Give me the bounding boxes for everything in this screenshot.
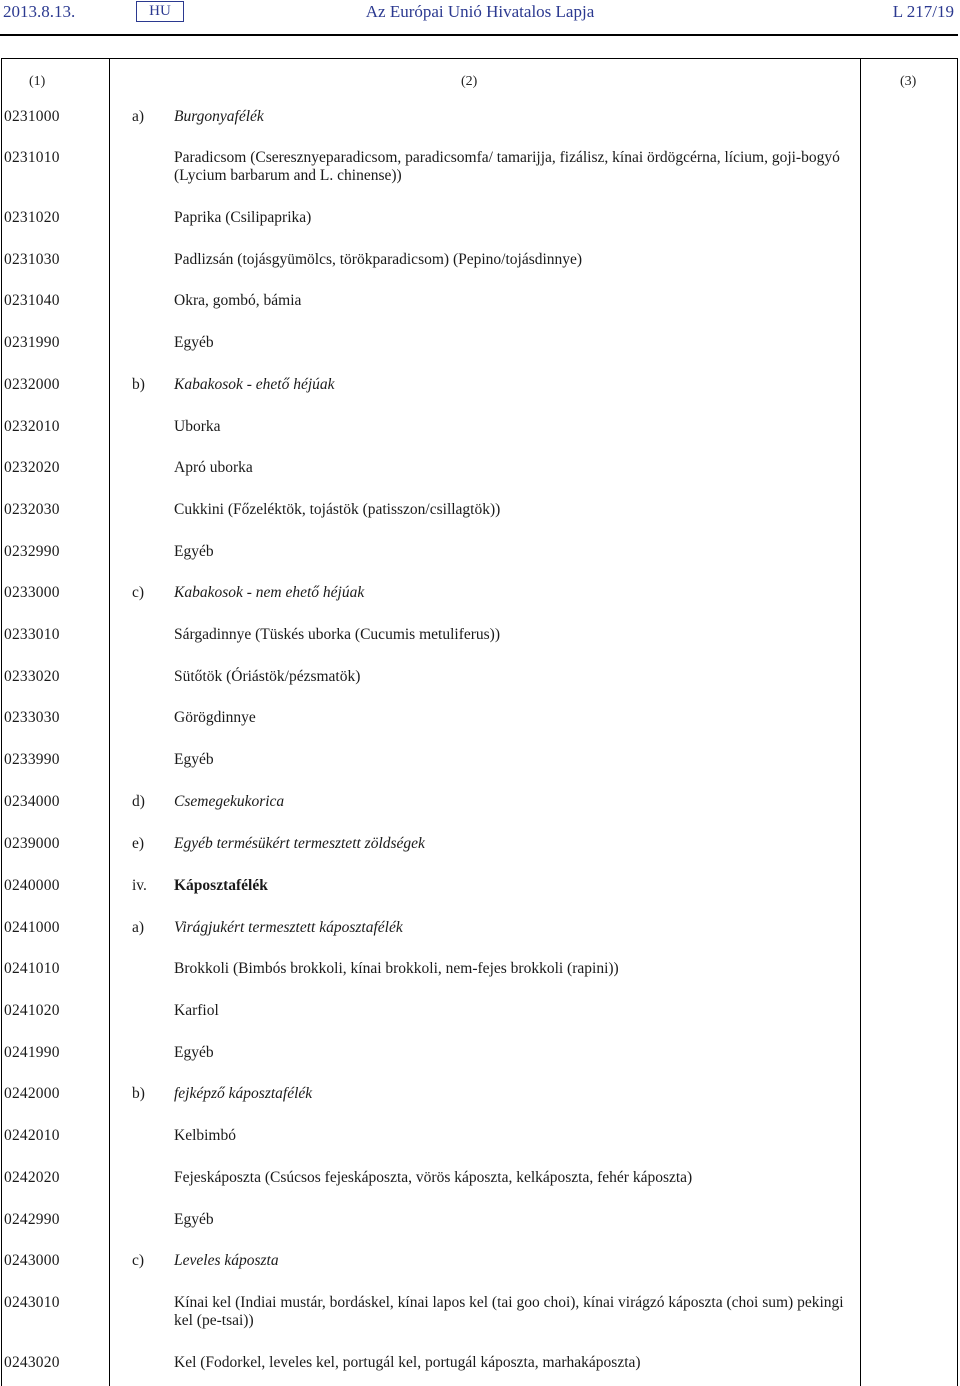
publication-date: 2013.8.13. [3, 2, 76, 21]
row-code: 0233990 [4, 751, 60, 768]
row-prefix: e) [132, 835, 145, 852]
column-header-1: (1) [29, 74, 46, 89]
row-description: Uborka [174, 418, 221, 435]
row-code: 0231040 [4, 292, 60, 309]
row-description: Leveles káposzta [174, 1252, 279, 1269]
row-code: 0233020 [4, 668, 60, 685]
row-description: Kel (Fodorkel, leveles kel, portugál kel, portugál káposzta, marhakáposzta) [174, 1354, 641, 1371]
row-description: Egyéb [174, 751, 214, 768]
row-description: Egyéb [174, 543, 214, 560]
row-description: Sütőtök (Óriástök/pézsmatök) [174, 668, 361, 685]
row-description: Paprika (Csilipaprika) [174, 209, 312, 226]
row-description: Kabakosok - ehető héjúak [174, 376, 335, 393]
row-description: Virágjukért termesztett káposztafélék [174, 919, 403, 936]
row-code: 0231030 [4, 251, 60, 268]
row-prefix: a) [132, 108, 145, 125]
row-prefix: c) [132, 1252, 145, 1269]
table-border-left [1, 58, 2, 1386]
row-code: 0231990 [4, 334, 60, 351]
row-code: 0231010 [4, 149, 60, 166]
row-description: Kabakosok - nem ehető héjúak [174, 584, 365, 601]
row-description: fejképző káposztafélék [174, 1085, 313, 1102]
row-code: 0242010 [4, 1127, 60, 1144]
row-code: 0232990 [4, 543, 60, 560]
row-code: 0241990 [4, 1044, 60, 1061]
table-border-right [957, 58, 958, 1386]
journal-title: Az Európai Unió Hivatalos Lapja [365, 2, 595, 21]
header-rule [0, 34, 958, 36]
page-number: L 217/19 [892, 2, 954, 21]
row-code: 0242000 [4, 1085, 60, 1102]
row-prefix: d) [132, 793, 145, 810]
table-top-border [1, 58, 958, 59]
row-description: Egyéb [174, 1044, 214, 1061]
row-description: Görögdinnye [174, 709, 256, 726]
row-code: 0243010 [4, 1294, 60, 1311]
row-description: Karfiol [174, 1002, 219, 1019]
row-description: Apró uborka [174, 459, 253, 476]
row-code: 0232020 [4, 459, 60, 476]
row-description: Sárgadinnye (Tüskés uborka (Cucumis metuliferus)) [174, 626, 500, 643]
row-description: Fejeskáposzta (Csúcsos fejeskáposzta, vörös káposzta, kelkáposzta, fehér káposzta) [174, 1169, 693, 1186]
row-code: 0239000 [4, 835, 60, 852]
row-code: 0242990 [4, 1211, 60, 1228]
row-prefix: iv. [132, 877, 147, 894]
column-header-2: (2) [461, 74, 478, 89]
column-header-3: (3) [900, 74, 917, 89]
row-code: 0233030 [4, 709, 60, 726]
row-code: 0241010 [4, 960, 60, 977]
row-description: Egyéb [174, 1211, 214, 1228]
row-prefix: b) [132, 1085, 145, 1102]
page-header [0, 0, 960, 26]
row-description: Csemegekukorica [174, 793, 285, 810]
row-description: Káposztafélék [174, 877, 268, 894]
row-code: 0231020 [4, 209, 60, 226]
table-border-col1 [109, 58, 110, 1386]
row-description: Paradicsom (Cseresznyeparadicsom, paradicsomfa/ tamarijja, fizálisz, kínai ördögcérna, lícium, goji-bogyó (Lycium barbarum and L. chinense)) [174, 149, 840, 184]
language-badge: HU [136, 1, 184, 22]
row-code: 0242020 [4, 1169, 60, 1186]
row-code: 0233010 [4, 626, 60, 643]
row-code: 0240000 [4, 877, 60, 894]
row-description: Burgonyafélék [174, 108, 264, 125]
row-code: 0241000 [4, 919, 60, 936]
table-border-col2 [860, 58, 861, 1386]
row-description: Padlizsán (tojásgyümölcs, törökparadicsom) (Pepino/tojásdinnye) [174, 251, 583, 268]
row-prefix: a) [132, 919, 145, 936]
row-code: 0234000 [4, 793, 60, 810]
row-description: Cukkini (Főzeléktök, tojástök (patisszon/csillagtök)) [174, 501, 501, 518]
row-description: Okra, gombó, bámia [174, 292, 302, 309]
row-code: 0243020 [4, 1354, 60, 1371]
row-code: 0231000 [4, 108, 60, 125]
row-code: 0232030 [4, 501, 60, 518]
row-description: Kínai kel (Indiai mustár, bordáskel, kínai lapos kel (tai goo choi), kínai virágzó káposzta (choi sum) pekingi kel (pe-tsai)) [174, 1294, 844, 1329]
row-code: 0241020 [4, 1002, 60, 1019]
row-prefix: c) [132, 584, 145, 601]
row-code: 0232000 [4, 376, 60, 393]
row-code: 0232010 [4, 418, 60, 435]
row-description: Brokkoli (Bimbós brokkoli, kínai brokkoli, nem-fejes brokkoli (rapini)) [174, 960, 619, 977]
row-description: Kelbimbó [174, 1127, 236, 1144]
row-code: 0233000 [4, 584, 60, 601]
row-prefix: b) [132, 376, 145, 393]
row-description: Egyéb [174, 334, 214, 351]
row-description: Egyéb termésükért termesztett zöldségek [174, 835, 425, 852]
row-code: 0243000 [4, 1252, 60, 1269]
